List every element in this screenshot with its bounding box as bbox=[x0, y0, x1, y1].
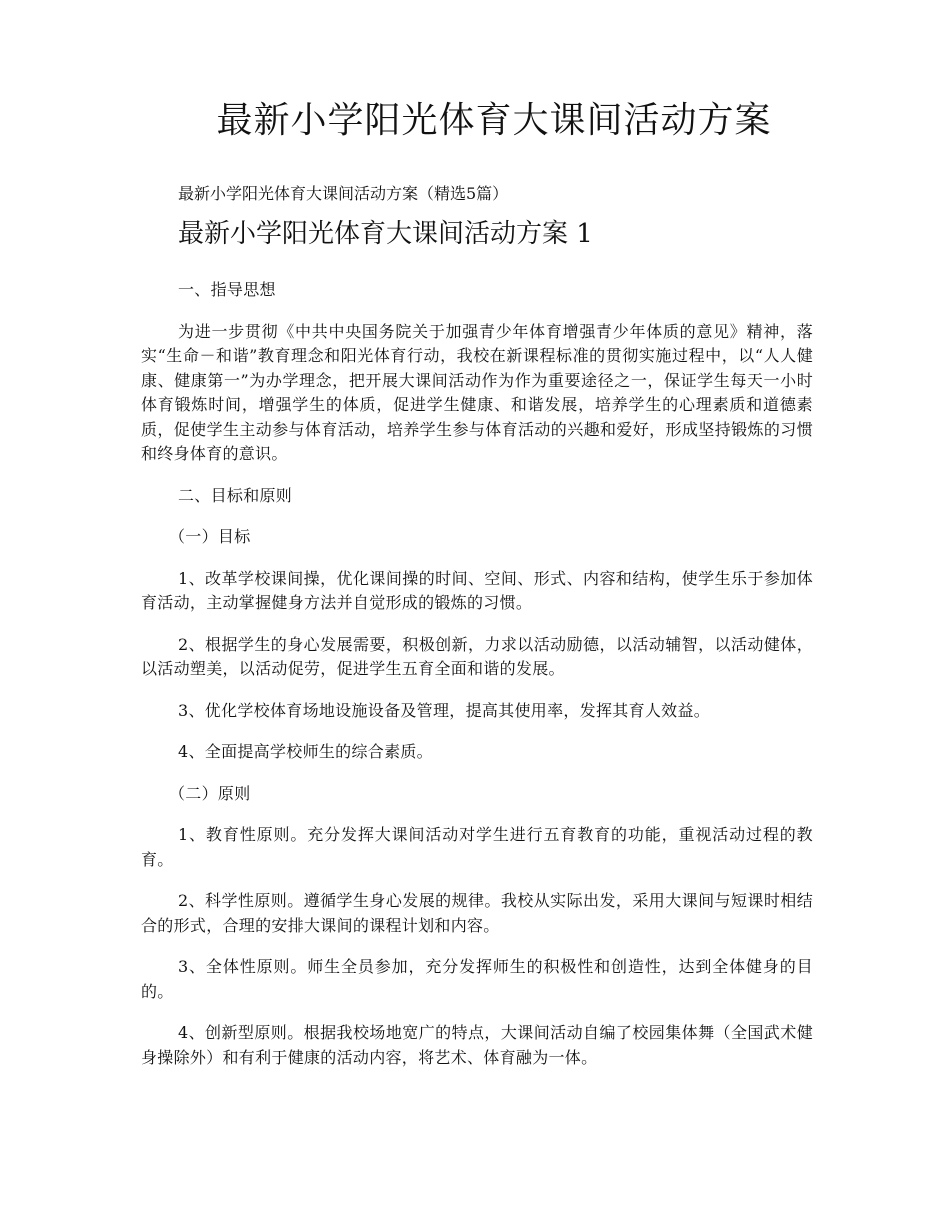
document-title: 最新小学阳光体育大课间活动方案 bbox=[216, 100, 772, 141]
principle-item-4: 4、创新型原则。根据我校场地宽广的特点，大课间活动自编了校园集体舞（全国武术健身操除外）和有利于健康的活动内容，将艺术、体育融为一体。 bbox=[141, 1023, 813, 1067]
goal-item-3: 3、优化学校体育场地设施设备及管理，提高其使用率，发挥其育人效益。 bbox=[178, 700, 711, 720]
heading-guiding-ideology: 一、指导思想 bbox=[178, 280, 276, 299]
principle-item-3: 3、全体性原则。师生全员参加，充分发挥师生的积极性和创造性，达到全体健身的目的。 bbox=[141, 957, 813, 1001]
paragraph-guiding-ideology: 为进一步贯彻《中共中央国务院关于加强青少年体育增强青少年体质的意见》精神，落实“生命－和谐”教育理念和阳光体育行动，我校在新课程标准的贯彻实施过程中，以“人人健康、健康第一”为办学理念，把开展大课间活动作为作为重要途径之一，保证学生每天一小时体育锻炼时间，增强学生的体质，促进学生健康、和谐发展，培养学生的心理素质和道德素质，促使学生主动参与体育活动，培养学生参与体育活动的兴趣和爱好，形成坚持锻炼的习惯和终身体育的意识。 bbox=[141, 321, 813, 463]
principle-item-1: 1、教育性原则。充分发挥大课间活动对学生进行五育教育的功能，重视活动过程的教育。 bbox=[141, 825, 813, 869]
heading-goals-principles: 二、目标和原则 bbox=[178, 485, 293, 505]
goal-item-4: 4、全面提高学校师生的综合素质。 bbox=[178, 742, 433, 761]
document-body bbox=[141, 180, 813, 1087]
section-heading: 最新小学阳光体育大课间活动方案 1 bbox=[178, 219, 593, 249]
goal-item-2: 2、根据学生的身心发展需要，积极创新，力求以活动励德，以活动辅智，以活动健体，以活动塑美，以活动促劳，促进学生五育全面和谐的发展。 bbox=[141, 634, 813, 678]
principle-item-2: 2、科学性原则。遵循学生身心发展的规律。我校从实际出发，采用大课间与短课时相结合的形式，合理的安排大课间的课程计划和内容。 bbox=[141, 891, 813, 935]
subheading-principles: （二）原则 bbox=[169, 783, 251, 803]
document-subtitle: 最新小学阳光体育大课间活动方案（精选5篇） bbox=[178, 184, 509, 203]
subheading-goals: （一）目标 bbox=[169, 527, 251, 546]
goal-item-1: 1、改革学校课间操，优化课间操的时间、空间、形式、内容和结构，使学生乐于参加体育活动，主动掌握健身方法并自觉形成的锻炼的习惯。 bbox=[141, 568, 813, 612]
